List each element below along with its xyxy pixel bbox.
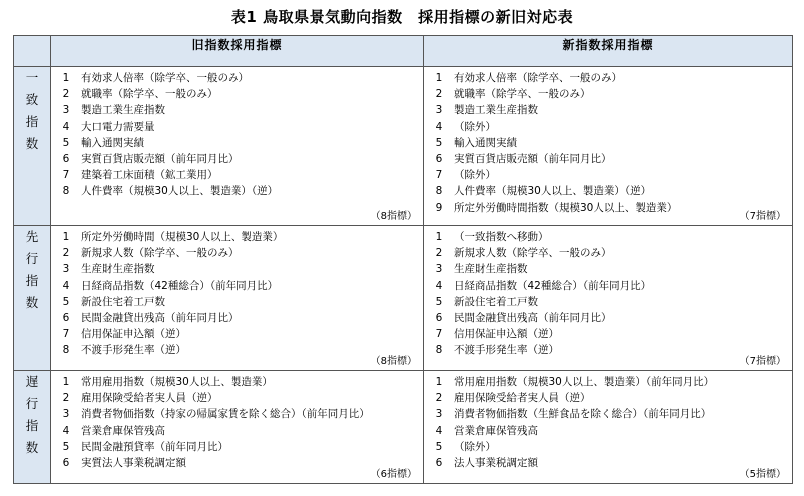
indicator-item [424,200,792,216]
category-char: 致 [25,92,39,107]
indicator-text: 民間金融貸出残高（前年同月比） [81,312,239,325]
indicator-text: 実質百貨店販売額（前年同月比） [81,153,239,166]
indicator-text: 常用雇用指数（規模30人以上、製造業）（前年同月比） [454,376,715,388]
indicator-item [424,229,792,245]
indicator-text: 人件費率（規模30人以上、製造業）（逆） [454,185,652,198]
header-new-indicators: 新指数採用指標 [424,36,793,67]
indicator-number: 1 [435,376,443,388]
indicator-number: 3 [62,263,70,276]
indicator-number: 5 [435,295,443,308]
indicator-item [51,229,423,245]
indicator-number: 4 [62,120,70,133]
indicator-item [424,278,792,294]
indicator-text: 製造工業生産指数 [81,104,165,117]
indicator-count: （5指標） [739,469,786,480]
indicator-text: 新設住宅着工戸数 [81,295,165,308]
indicator-number: 5 [62,440,70,453]
indicator-number: 3 [435,104,443,117]
category-char: 指 [25,418,39,433]
indicator-item [51,423,423,439]
indicator-number: 7 [62,169,70,182]
indicator-item [51,151,423,167]
category-label-leading [14,226,51,371]
indicator-number: 2 [435,88,443,101]
indicator-item [424,294,792,310]
header-row [14,36,793,67]
indicator-item [51,342,423,358]
indicator-text: 大口電力需要量 [81,120,155,133]
indicator-item [51,439,423,455]
indicator-item [51,406,423,422]
indicator-item [424,261,792,277]
indicator-text: 有効求人倍率（除学卒、一般のみ） [454,72,622,84]
indicator-item [424,151,792,167]
indicator-item [51,455,423,471]
indicator-item [51,183,423,199]
indicator-item [51,390,423,406]
indicator-text: 所定外労働時間（規模30人以上、製造業） [81,231,284,243]
page-title: 表1 鳥取県景気動向指数 採用指標の新旧対応表 [230,8,574,26]
new-indicators-cell [424,67,793,226]
indicator-item [51,119,423,135]
indicator-text: 所定外労働時間指数（規模30人以上、製造業） [454,201,678,214]
category-char: 数 [25,295,39,310]
indicator-item [424,390,792,406]
indicator-text: （除外） [454,120,496,133]
indicator-item [51,135,423,151]
old-indicators-cell [51,371,424,484]
indicator-text: 消費者物価指数（生鮮食品を除く総合）（前年同月比） [454,408,712,421]
indicator-item [424,119,792,135]
indicator-text: 日経商品指数（42種総合）（前年同月比） [81,279,279,292]
indicator-item [51,167,423,183]
indicator-number: 6 [435,457,443,470]
indicator-number: 6 [62,457,70,470]
indicator-item [424,245,792,261]
indicator-number: 4 [62,279,70,292]
indicator-text: 有効求人倍率（除学卒、一般のみ） [81,72,249,84]
category-char: 一 [25,70,39,85]
indicator-count: （7指標） [739,211,786,222]
header-corner [14,36,51,67]
indicator-number: 8 [62,344,70,357]
indicator-text: 輸入通関実績 [81,136,144,149]
header-old-indicators: 旧指数採用指標 [51,36,424,67]
indicator-text: （一致指数へ移動） [454,231,549,243]
indicator-item [424,439,792,455]
indicator-text: 就職率（除学卒、一般のみ） [454,88,591,101]
indicator-item [424,102,792,118]
indicator-item [424,86,792,102]
indicator-text: 生産財生産指数 [81,263,155,276]
category-label-lagging [14,371,51,484]
indicator-number: 4 [62,424,70,437]
category-char: 数 [25,440,39,455]
category-char: 先 [25,229,39,244]
indicator-text: 法人事業税調定額 [454,457,538,470]
indicator-text: 常用雇用指数（規模30人以上、製造業） [81,376,273,388]
indicator-number: 2 [435,247,443,260]
indicator-item [424,167,792,183]
indicator-count: （8指標） [370,356,417,367]
indicator-text: 輸入通関実績 [454,136,517,149]
table-row-leading [14,226,793,371]
indicator-item [51,374,423,390]
indicator-text: （除外） [454,440,496,453]
indicator-text: 民間金融預貸率（前年同月比） [81,440,228,453]
indicator-number: 1 [62,231,70,243]
indicator-item [51,310,423,326]
category-char: 指 [25,273,39,288]
indicator-item [51,261,423,277]
indicator-text: 就職率（除学卒、一般のみ） [81,88,218,101]
indicator-number: 2 [435,392,443,405]
category-char: 指 [25,114,39,129]
indicator-item [424,455,792,471]
indicator-text: 実質法人事業税調定額 [81,457,186,470]
indicator-item [424,326,792,342]
category-char: 遅 [25,374,39,389]
indicator-number: 6 [62,312,70,325]
indicator-text: 実質百貨店販売額（前年同月比） [454,153,612,166]
new-indicators-cell [424,226,793,371]
indicator-number: 2 [62,392,70,405]
indicator-item [424,183,792,199]
category-char: 行 [25,251,39,266]
indicator-number: 8 [435,344,443,357]
indicator-number: 1 [62,72,70,84]
indicator-text: 人件費率（規模30人以上、製造業）（逆） [81,185,279,198]
comparison-table [13,35,793,484]
indicator-number: 1 [62,376,70,388]
indicator-number: 2 [62,88,70,101]
indicator-number: 8 [435,185,443,198]
indicator-text: 信用保証申込額（逆） [454,328,559,341]
indicator-number: 2 [62,247,70,260]
indicator-count: （7指標） [739,356,786,367]
indicator-number: 6 [435,153,443,166]
indicator-count: （6指標） [370,469,417,480]
indicator-number: 5 [435,440,443,453]
indicator-number: 7 [435,328,443,341]
indicator-item [51,326,423,342]
indicator-text: 新設住宅着工戸数 [454,295,538,308]
indicator-item [424,342,792,358]
indicator-item [424,310,792,326]
old-indicators-cell [51,67,424,226]
table-row-lagging [14,371,793,484]
indicator-count: （8指標） [370,211,417,222]
indicator-number: 4 [435,279,443,292]
indicator-text: 信用保証申込額（逆） [81,328,186,341]
indicator-item [51,245,423,261]
indicator-item [424,70,792,86]
indicator-text: 営業倉庫保管残高 [81,424,165,437]
indicator-item [51,102,423,118]
indicator-number: 6 [435,312,443,325]
indicator-text: 民間金融貸出残高（前年同月比） [454,312,612,325]
indicator-text: （除外） [454,169,496,182]
indicator-number: 7 [62,328,70,341]
category-char: 行 [25,396,39,411]
new-indicators-cell [424,371,793,484]
table-row-coincident [14,67,793,226]
indicator-item [424,423,792,439]
indicator-text: 新規求人数（除学卒、一般のみ） [81,247,239,260]
category-char: 数 [25,136,39,151]
indicator-number: 4 [435,120,443,133]
indicator-item [51,86,423,102]
indicator-number: 5 [62,295,70,308]
indicator-number: 3 [435,408,443,421]
indicator-text: 日経商品指数（42種総合）（前年同月比） [454,279,652,292]
category-label-coincident [14,67,51,226]
indicator-text: 生産財生産指数 [454,263,528,276]
indicator-item [424,406,792,422]
indicator-number: 3 [62,408,70,421]
indicator-text: 雇用保険受給者実人員（逆） [454,392,591,405]
indicator-item [424,374,792,390]
indicator-text: 新規求人数（除学卒、一般のみ） [454,247,612,260]
indicator-text: 営業倉庫保管残高 [454,424,538,437]
indicator-item [51,278,423,294]
indicator-number: 1 [435,72,443,84]
indicator-text: 不渡手形発生率（逆） [81,344,186,357]
indicator-number: 3 [62,104,70,117]
indicator-text: 不渡手形発生率（逆） [454,344,559,357]
indicator-number: 4 [435,424,443,437]
indicator-number: 1 [435,231,443,243]
indicator-number: 9 [435,201,443,214]
indicator-text: 製造工業生産指数 [454,104,538,117]
indicator-number: 7 [435,169,443,182]
indicator-number: 8 [62,185,70,198]
old-indicators-cell [51,226,424,371]
indicator-number: 5 [62,136,70,149]
indicator-number: 6 [62,153,70,166]
indicator-text: 消費者物価指数（持家の帰属家賃を除く総合）（前年同月比） [81,408,370,421]
indicator-item [51,294,423,310]
indicator-text: 建築着工床面積（鉱工業用） [81,169,218,182]
indicator-item [51,70,423,86]
indicator-text: 雇用保険受給者実人員（逆） [81,392,218,405]
indicator-number: 5 [435,136,443,149]
indicator-number: 3 [435,263,443,276]
indicator-item [424,135,792,151]
